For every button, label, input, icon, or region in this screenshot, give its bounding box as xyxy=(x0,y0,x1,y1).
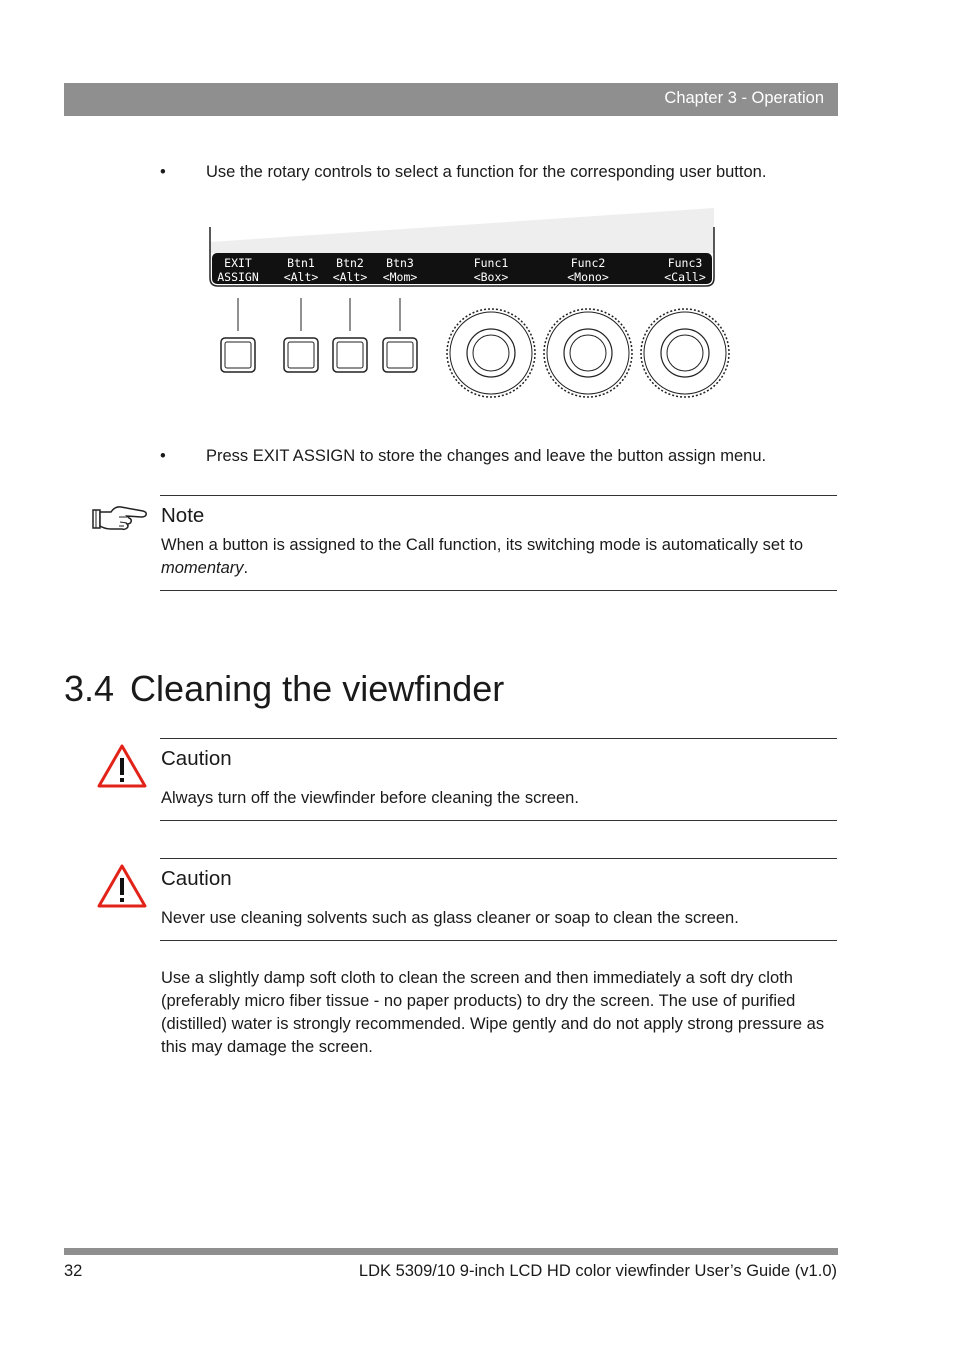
lcd-label: <Call> xyxy=(664,270,706,284)
user-button-3 xyxy=(383,338,417,372)
lcd-label: <Box> xyxy=(473,270,509,284)
warning-triangle-icon xyxy=(96,743,148,789)
user-button-1 xyxy=(284,338,318,372)
rotary-knob-func3 xyxy=(641,309,729,397)
lcd-label: <Mom> xyxy=(382,270,418,284)
user-button-exit-assign xyxy=(221,338,255,372)
caution-body: Never use cleaning solvents such as glass cleaner or soap to clean the screen. xyxy=(161,909,739,927)
divider xyxy=(160,858,837,859)
divider xyxy=(160,820,837,821)
rotary-knob-func1 xyxy=(447,309,535,397)
text-run: Use the xyxy=(206,163,268,181)
rotary-knob-func2 xyxy=(544,309,632,397)
section-number: 3.4 xyxy=(64,668,115,709)
divider xyxy=(160,590,837,591)
pointing-hand-icon xyxy=(91,504,149,532)
caution-title: Caution xyxy=(161,867,232,890)
keyword-user: user xyxy=(679,163,712,181)
text-run: . xyxy=(243,559,249,577)
bullet-text xyxy=(206,161,766,183)
divider xyxy=(160,495,837,496)
text-run: controls to select a function for the corresponding xyxy=(309,163,680,181)
note-body xyxy=(161,534,837,580)
user-button-2 xyxy=(333,338,367,372)
document-title: LDK 5309/10 9-inch LCD HD color viewfinder User’s Guide (v1.0) xyxy=(358,1262,837,1280)
caution-title: Caution xyxy=(161,747,232,770)
bullet-dot: • xyxy=(160,163,166,181)
divider xyxy=(160,940,837,941)
screen-backdrop xyxy=(210,208,714,253)
divider xyxy=(160,738,837,739)
bullet-dot: • xyxy=(160,447,166,465)
lcd-label: <Alt> xyxy=(332,270,368,284)
lcd-label: <Mono> xyxy=(567,270,609,284)
footer-bar xyxy=(64,1248,838,1255)
button-assign-diagram xyxy=(196,205,740,405)
lcd-label: ASSIGN xyxy=(217,270,259,284)
lcd-label: Func2 xyxy=(570,256,606,270)
header-bar xyxy=(64,83,838,116)
note-title: Note xyxy=(161,504,205,527)
lcd-label: Func3 xyxy=(667,256,703,270)
bullet-text: Press EXIT ASSIGN to store the changes and leave the button assign menu. xyxy=(206,447,767,465)
cleaning-instructions: Use a slightly damp soft cloth to clean the screen and then immediately a soft dry cloth (preferably micro fiber tissue - no paper products) to dry the screen. The use of purified (distilled) water is strongly recommended. Wipe gently and do not apply strong pressure as this may damage the screen. xyxy=(161,969,825,1056)
section-title: Cleaning the viewfinder xyxy=(130,668,505,709)
keyword-rotary: rotary xyxy=(267,163,310,181)
lcd-label: <Alt> xyxy=(283,270,319,284)
lcd-label: Btn1 xyxy=(287,256,315,270)
section-heading xyxy=(64,668,504,710)
text-run: When a button is assigned to the Call function, its switching mode is automatically set to xyxy=(161,536,803,554)
emphasis-momentary: momentary xyxy=(161,559,244,577)
lcd-label: Func1 xyxy=(473,256,509,270)
lcd-label: Btn2 xyxy=(336,256,364,270)
chapter-title: Chapter 3 - Operation xyxy=(664,89,824,107)
warning-triangle-icon xyxy=(96,863,148,909)
page-number: 32 xyxy=(64,1262,83,1280)
caution-body: Always turn off the viewfinder before cleaning the screen. xyxy=(161,789,579,807)
lcd-label: Btn3 xyxy=(386,256,414,270)
lcd-label: EXIT xyxy=(224,256,252,270)
text-run: button. xyxy=(711,163,767,181)
